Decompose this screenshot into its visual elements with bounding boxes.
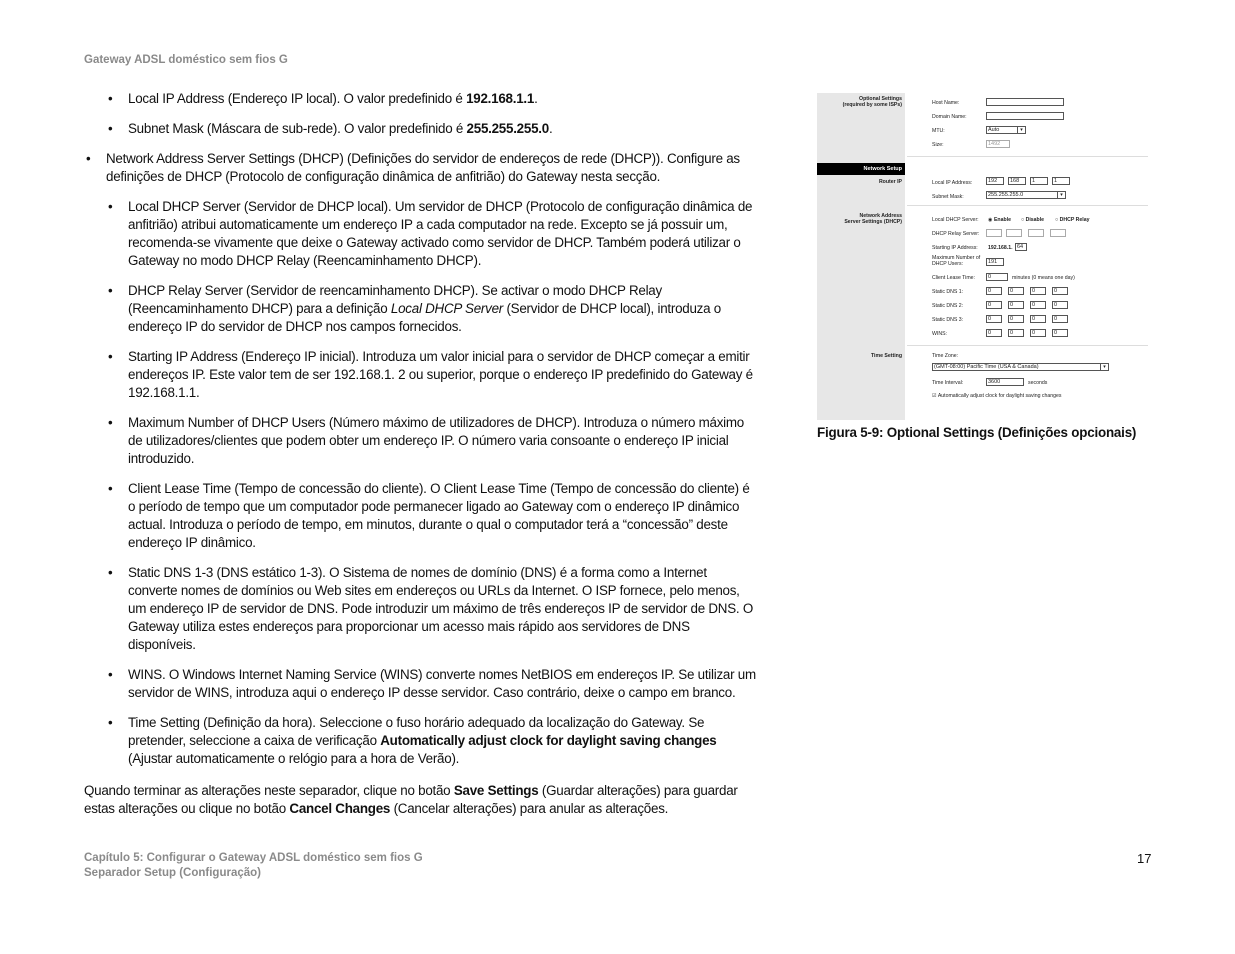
wins-octet-3[interactable]: 0 [1030, 329, 1046, 337]
text-run: Client Lease Time (Tempo de concessão do cliente). O Client Lease Time (Tempo de concessão do cliente) é o período de tempo que um computador pode permanecer ligado ao Gateway com o endereço IP dinâmico actual. Introduza o período de tempo, em minutos, durante o qual o computador terá a “concessão” deste endereço IP dinâmico. [128, 481, 750, 550]
text-run: Network Address Server Settings (DHCP) (Definições do servidor de endereços de rede (DHCP)). Configure as definições de DHCP (Protocolo de configuração dinâmica de anfitrião) do Gateway nesta secção. [106, 151, 740, 184]
seconds-label: seconds [1028, 380, 1048, 386]
list-item [84, 120, 759, 138]
list-item [84, 414, 759, 468]
bullet-marker: • [108, 565, 113, 580]
mtu-select[interactable] [986, 126, 1026, 134]
lease-time-hint: minutes (0 means one day) [1012, 275, 1075, 281]
bold-text: Automatically adjust clock for daylight saving changes [380, 733, 717, 748]
bullet-marker: • [108, 667, 113, 682]
static-dns-1-label: Static DNS 1: [932, 289, 964, 295]
dropdown-arrow-icon: ▾ [1017, 127, 1025, 133]
time-zone-label: Time Zone: [932, 353, 959, 359]
lease-time-label: Client Lease Time: [932, 275, 975, 281]
text-run: . [534, 91, 538, 106]
running-header: Gateway ADSL doméstico sem fios G [84, 54, 288, 66]
list-item [84, 564, 759, 654]
bold-text: Save Settings [453, 783, 539, 798]
text-run: (Ajustar automaticamente o relógio para a hora de Verão). [128, 751, 460, 766]
mtu-value: Auto [988, 127, 1000, 133]
list-item [84, 714, 759, 768]
dhcp-server-label: Local DHCP Server: [932, 217, 979, 223]
list-item [84, 198, 759, 270]
auto-adjust-checkbox[interactable]: ☑ Automatically adjust clock for daylight saving changes [932, 393, 1062, 399]
subnet-mask-select[interactable] [986, 191, 1066, 199]
dns2-octet-2[interactable]: 0 [1008, 301, 1024, 309]
wins-octet-1[interactable]: 0 [986, 329, 1002, 337]
time-zone-select[interactable] [932, 363, 1109, 371]
wins-label: WINS: [932, 331, 947, 337]
dns2-octet-4[interactable]: 0 [1052, 301, 1068, 309]
text-run: . [548, 121, 553, 136]
wins-octet-4[interactable]: 0 [1052, 329, 1068, 337]
bullet-marker: • [108, 91, 113, 106]
divider [907, 156, 1148, 157]
lease-time-field[interactable]: 0 [986, 273, 1008, 281]
bullet-marker: • [108, 199, 113, 214]
bullet-marker: • [108, 121, 113, 136]
subnet-mask-label: Subnet Mask: [932, 194, 964, 200]
footer-section: Separador Setup (Configuração) [84, 867, 261, 879]
max-users-label: Maximum Number of DHCP Users: [932, 255, 981, 267]
text-run: DHCP Relay Server (Servidor de reencaminhamento DHCP). Se activar o modo DHCP Relay (Reencaminhamento DHCP) para a definição [128, 283, 662, 316]
bullet-marker: • [108, 415, 113, 430]
start-ip-label: Starting IP Address: [932, 245, 978, 251]
local-ip-octet-4[interactable]: 1 [1052, 177, 1070, 185]
relay-ip-octet-1[interactable] [986, 229, 1002, 237]
text-run: Local IP Address (Endereço IP local). O valor predefinido é [128, 91, 467, 106]
text-run: Starting IP Address (Endereço IP inicial). Introduza um valor inicial para o servidor de DHCP começar a emitir endereços IP. Este valor tem de ser 192.168.1. 2 ou superior, porque o endereço IP predefinido do Gateway é 192.168.1.1. [128, 349, 753, 400]
time-interval-label: Time Interval: [932, 380, 964, 386]
relay-ip-octet-2[interactable] [1006, 229, 1022, 237]
text-run: Subnet Mask (Máscara de sub-rede). O valor predefinido é [128, 121, 467, 136]
relay-server-label: DHCP Relay Server: [932, 231, 980, 237]
dns1-octet-4[interactable]: 0 [1052, 287, 1068, 295]
dns3-octet-3[interactable]: 0 [1030, 315, 1046, 323]
text-run: Time Setting (Definição da hora). Seleccione o fuso horário adequado da localização do Gateway. Se pretender, seleccione a caixa de verificação [128, 715, 705, 748]
divider [907, 345, 1148, 346]
dns2-octet-3[interactable]: 0 [1030, 301, 1046, 309]
relay-ip-octet-3[interactable] [1028, 229, 1044, 237]
static-dns-2-label: Static DNS 2: [932, 303, 964, 309]
dropdown-arrow-icon: ▾ [1100, 364, 1108, 370]
dns1-octet-1[interactable]: 0 [986, 287, 1002, 295]
wins-octet-2[interactable]: 0 [1008, 329, 1024, 337]
list-item [84, 150, 759, 186]
dns1-octet-2[interactable]: 0 [1008, 287, 1024, 295]
host-name-field[interactable] [986, 98, 1064, 106]
italic-text: Local DHCP Server [390, 301, 503, 316]
section-router-ip-label: Router IP [878, 179, 902, 185]
closing-paragraph [84, 782, 759, 818]
list-item [84, 282, 759, 336]
section-dhcp-label: Network Address Server Settings (DHCP) [844, 213, 902, 225]
section-time-label: Time Setting [870, 353, 902, 359]
list-item [84, 90, 759, 108]
domain-name-field[interactable] [986, 112, 1064, 120]
dropdown-arrow-icon: ▾ [1057, 192, 1065, 198]
bullet-list [84, 90, 759, 768]
dhcp-enable-radio[interactable]: ◉ Enable [988, 217, 1011, 223]
page-number: 17 [1137, 851, 1152, 866]
text-run: (Servidor de DHCP local), introduza o endereço IP do servidor de DHCP nos campos fornecidos. [128, 301, 721, 334]
list-item [84, 480, 759, 552]
dns3-octet-4[interactable]: 0 [1052, 315, 1068, 323]
local-ip-octet-2[interactable]: 168 [1008, 177, 1026, 185]
text-run: (Guardar alterações) para guardar estas alterações ou clique no botão [84, 783, 738, 816]
bullet-marker: • [108, 481, 113, 496]
page-footer [84, 851, 423, 881]
auto-adjust-label: Automatically adjust clock for daylight saving changes [937, 393, 1062, 399]
start-ip-field[interactable]: 64 [1015, 243, 1027, 251]
text-run: WINS. O Windows Internet Naming Service (WINS) converte nomes NetBIOS em endereços IP. Se utilizar um servidor de WINS, introduza aqui o endereço IP desse servidor. Caso contrário, deixe o campo em branco. [128, 667, 756, 700]
relay-ip-octet-4[interactable] [1050, 229, 1066, 237]
text-run: (Cancelar alterações) para anular as alterações. [390, 801, 669, 816]
static-dns-3-label: Static DNS 3: [932, 317, 964, 323]
domain-name-label: Domain Name: [932, 114, 967, 120]
divider [907, 205, 1148, 206]
mtu-label: MTU: [932, 128, 945, 134]
text-run: Static DNS 1-3 (DNS estático 1-3). O Sistema de nomes de domínio (DNS) é a forma como a Internet converte nomes de domínios ou Web sites em endereços ou URLs da Internet. O ISP fornece, pelo menos, um endereço IP de servidor de DNS. Pode introduzir um máximo de três endereços IP de servidor de DNS. O Gateway utiliza estes endereços para proporcionar um acesso mais rápido aos servidores de DNS disponíveis. [128, 565, 753, 652]
size-field[interactable]: 1492 [986, 140, 1010, 148]
text-run: Local DHCP Server (Servidor de DHCP local). Um servidor de DHCP (Protocolo de configuração dinâmica de anfitrião) atribui automaticamente um endereço IP a cada computador na rede. Excepto se já possuir um, recomenda-se vivamente que deixe o Gateway activado como servidor de DHCP. Também poderá utilizar o Gateway no modo DHCP Relay (Reencaminhamento DHCP). [128, 199, 753, 268]
list-item [84, 666, 759, 702]
dhcp-disable-radio[interactable]: ○ Disable [1021, 217, 1045, 223]
dhcp-relay-radio[interactable]: ○ DHCP Relay [1055, 217, 1090, 223]
list-item [84, 348, 759, 402]
host-name-label: Host Name: [932, 100, 960, 106]
local-ip-octet-3[interactable]: 1 [1030, 177, 1048, 185]
dns3-octet-2[interactable]: 0 [1008, 315, 1024, 323]
section-optional-label: Optional Settings (required by some ISPs) [842, 96, 902, 108]
bullet-marker: • [108, 715, 113, 730]
bold-text: 255.255.255.0 [466, 121, 549, 136]
local-ip-octet-1[interactable]: 192 [986, 177, 1004, 185]
optional-settings-figure [817, 93, 1150, 420]
dhcp-enable-label: Enable [993, 217, 1011, 223]
figure-sidebar [817, 93, 905, 420]
network-setup-bar: Network Setup [817, 163, 905, 175]
footer-chapter: Capítulo 5: Configurar o Gateway ADSL doméstico sem fios G [84, 852, 423, 864]
bullet-marker: • [108, 349, 113, 364]
figure-caption: Figura 5-9: Optional Settings (Definições opcionais) [817, 425, 1137, 440]
text-run: Maximum Number of DHCP Users (Número máximo de utilizadores de DHCP). Introduza o número máximo de utilizadores/clientes que podem obter um endereço IP. O número varia consoante o endereço IP inicial introduzido. [128, 415, 744, 466]
subnet-mask-value: 255.255.255.0 [988, 192, 1024, 198]
bullet-marker: • [86, 151, 91, 166]
start-ip-prefix: 192.168.1. [988, 245, 1013, 251]
dhcp-disable-label: Disable [1025, 217, 1045, 223]
text-run: Quando terminar as alterações neste separador, clique no botão [84, 783, 454, 798]
time-zone-value: (GMT-08:00) Pacific Time (USA & Canada) [934, 364, 1039, 370]
bold-text: Cancel Changes [289, 801, 391, 816]
dns3-octet-1[interactable]: 0 [986, 315, 1002, 323]
local-ip-label: Local IP Address: [932, 180, 973, 186]
dns2-octet-1[interactable]: 0 [986, 301, 1002, 309]
dns1-octet-3[interactable]: 0 [1030, 287, 1046, 295]
body-text [84, 90, 759, 818]
max-users-field[interactable]: 191 [986, 258, 1004, 266]
bullet-marker: • [108, 283, 113, 298]
size-label: Size: [932, 142, 944, 148]
dhcp-relay-label: DHCP Relay [1059, 217, 1090, 223]
bold-text: 192.168.1.1 [466, 91, 535, 106]
time-interval-field[interactable]: 3600 [986, 378, 1024, 386]
